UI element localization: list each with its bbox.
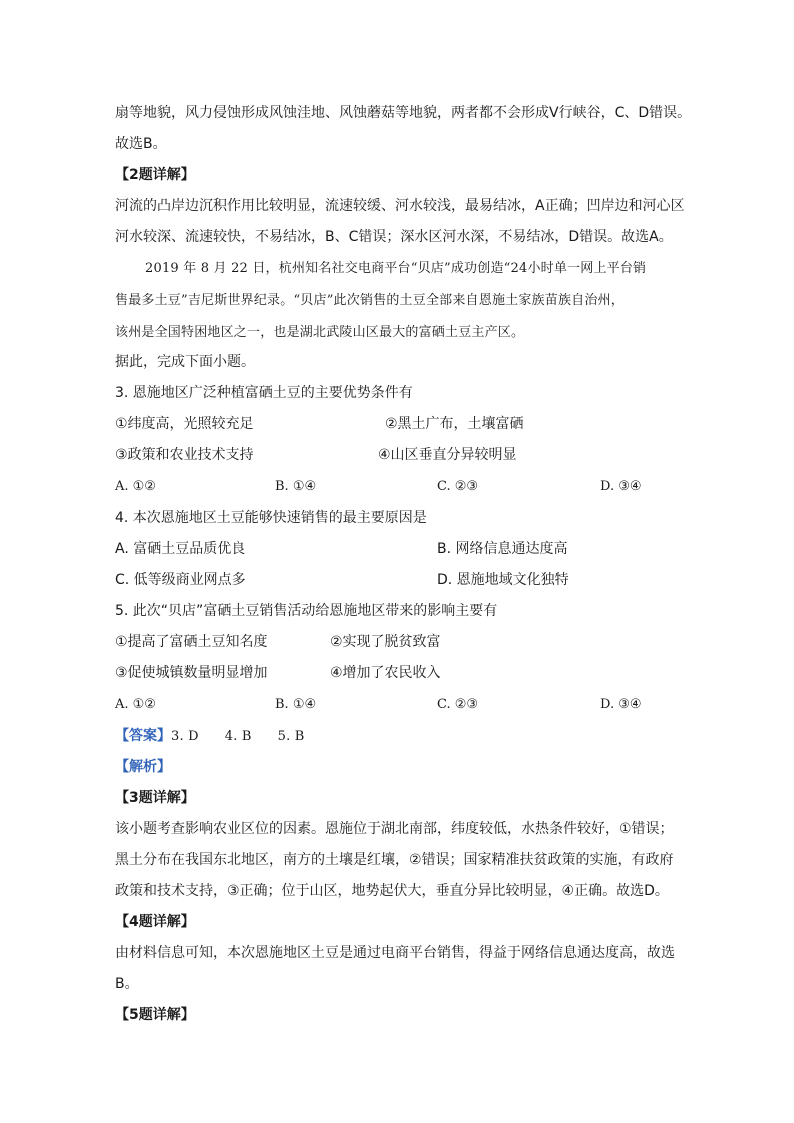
paragraph-line: 故选B。: [115, 136, 167, 152]
q5-statement-4: ④增加了农民收入: [330, 665, 441, 681]
material-line: 售最多土豆”吉尼斯世界纪录。“贝店”此次销售的土豆全部来自恩施土家族苗族自治州，: [115, 293, 624, 308]
section-heading: 【2题详解】: [115, 167, 195, 183]
section-heading: 【5题详解】: [115, 1007, 195, 1023]
answer-values: 3. D 4. B 5. B: [171, 729, 305, 744]
material-line: 2019 年 8 月 22 日，杭州知名社交电商平台“贝店”成功创造“24小时单一网上平台销: [145, 261, 647, 276]
q5-option-a: A. ①②: [115, 697, 156, 712]
q5-option-c: C. ②③: [437, 697, 479, 712]
section-heading: 【4题详解】: [115, 914, 195, 930]
section-heading: 【3题详解】: [115, 790, 195, 806]
analysis-tag: 【解析】: [115, 759, 171, 775]
q3-option-c: C. ②③: [437, 479, 479, 494]
paragraph-line: B。: [115, 976, 139, 992]
q3-statement-4: ④山区垂直分异较明显: [378, 447, 517, 463]
question-stem-5: 5. 此次“贝店”富硒土豆销售活动给恩施地区带来的影响主要有: [115, 603, 498, 619]
paragraph-line: 黑土分布在我国东北地区，南方的土壤是红壤，②错误；国家精准扶贫政策的实施，有政府: [115, 852, 674, 868]
q5-statement-2: ②实现了脱贫致富: [330, 634, 441, 650]
question-stem-4: 4. 本次恩施地区土豆能够快速销售的最主要原因是: [115, 510, 427, 526]
q4-option-a: A. 富硒土豆品质优良: [115, 541, 246, 557]
q3-statement-3: ③政策和农业技术支持: [115, 447, 254, 463]
paragraph-line: 由材料信息可知，本次恩施地区土豆是通过电商平台销售，得益于网络信息通达度高，故选: [115, 945, 675, 961]
q4-option-b: B. 网络信息通达度高: [437, 541, 568, 557]
q5-statement-3: ③促使城镇数量明显增加: [115, 665, 268, 681]
question-stem-3: 3. 恩施地区广泛种植富硒土豆的主要优势条件有: [115, 385, 413, 401]
q3-option-d: D. ③④: [600, 479, 642, 494]
q5-statement-1: ①提高了富硒土豆知名度: [115, 634, 268, 650]
answer-tag: 【答案】: [115, 728, 171, 744]
instruction-line: 据此，完成下面小题。: [115, 354, 255, 370]
paragraph-line: 河水较深、流速较快，不易结冰，B、C错误；深水区河水深，不易结冰，D错误。故选A。: [115, 229, 673, 245]
q5-option-b: B. ①④: [275, 697, 317, 712]
q5-option-d: D. ③④: [600, 697, 642, 712]
q3-statement-2: ②黑土广布，土壤富硒: [385, 416, 524, 432]
q4-option-d: D. 恩施地域文化独特: [437, 572, 569, 588]
paragraph-line: 扇等地貌，风力侵蚀形成风蚀洼地、风蚀蘑菇等地貌，两者都不会形成V行峡谷，C、D错误。: [115, 105, 692, 121]
paragraph-line: 政策和技术支持，③正确；位于山区，地势起伏大，垂直分异比较明显，④正确。故选D。: [115, 883, 669, 899]
paragraph-line: 河流的凸岸边沉积作用比较明显，流速较缓、河水较浅，最易结冰，A正确；凹岸边和河心区: [115, 198, 685, 214]
q3-option-a: A. ①②: [115, 479, 156, 494]
q4-option-c: C. 低等级商业网点多: [115, 572, 246, 588]
q3-option-b: B. ①④: [275, 479, 317, 494]
material-line: 该州是全国特困地区之一，也是湖北武陵山区最大的富硒土豆主产区。: [115, 325, 525, 340]
q3-statement-1: ①纬度高，光照较充足: [115, 416, 254, 432]
answer-line: [115, 726, 694, 747]
paragraph-line: 该小题考查影响农业区位的因素。恩施位于湖北南部，纬度较低，水热条件较好，①错误；: [115, 821, 674, 837]
